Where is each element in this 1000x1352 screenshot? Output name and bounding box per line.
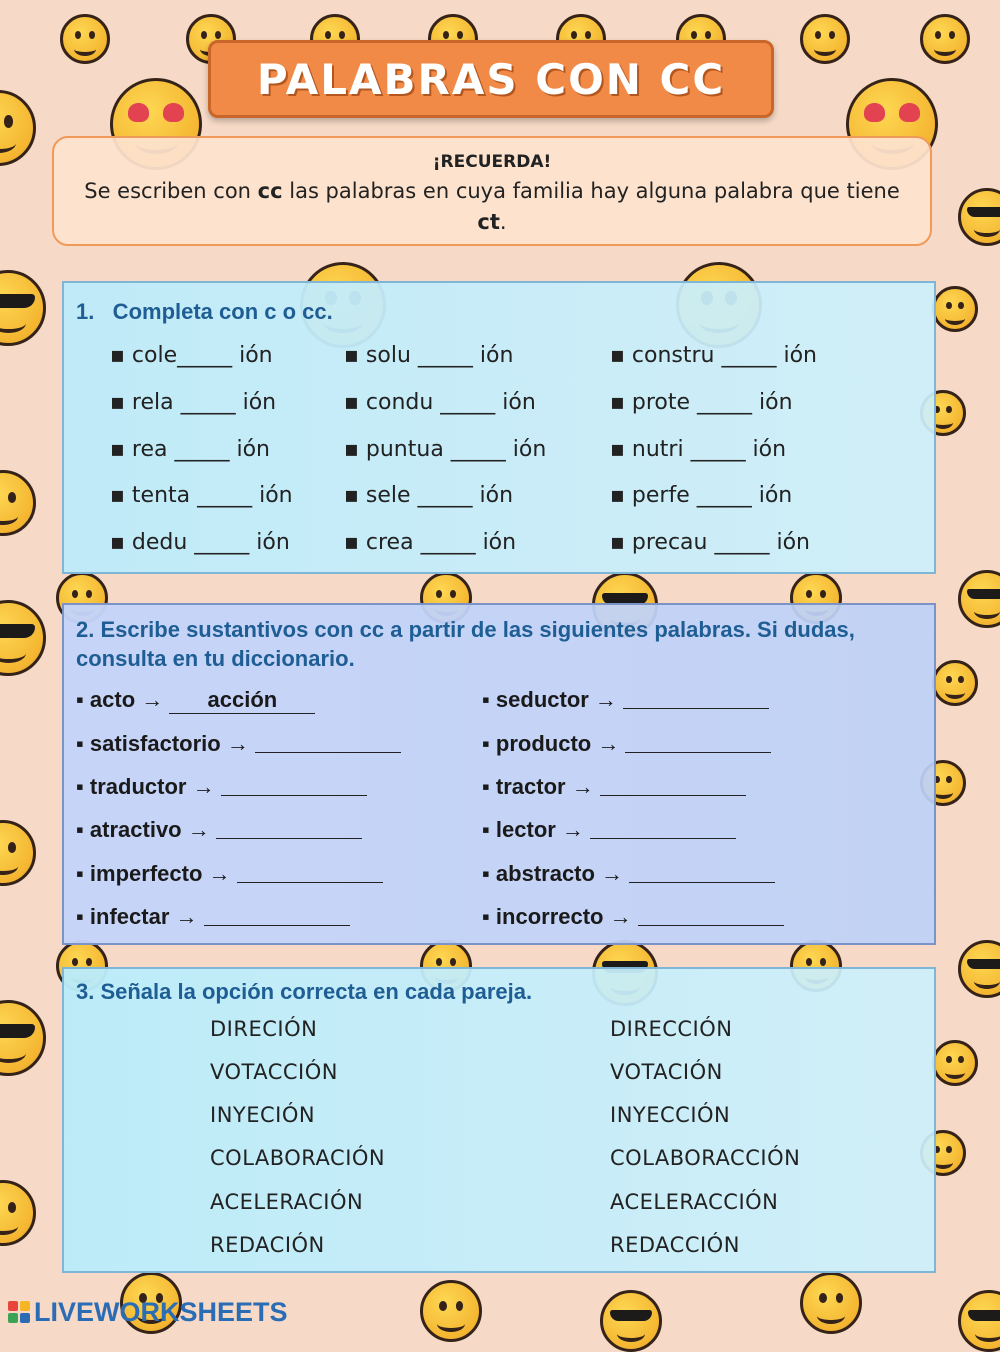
fill-in-item[interactable]: ▪ tenta _____ ión [110,483,293,508]
smiley-emoji-icon [800,1272,862,1334]
section-2-panel [62,603,936,945]
source-word: ▪ atractivo → [76,817,210,842]
option-choice[interactable]: COLABORACCIÓN [610,1146,801,1170]
source-word: ▪ lector → [482,817,584,842]
remember-text-part: . [499,210,507,234]
word-to-noun-item [76,861,383,887]
option-choice[interactable]: INYECIÓN [210,1103,316,1127]
source-word: ▪ producto → [482,731,620,756]
remember-box [52,136,932,246]
sunglasses-emoji-icon [0,600,46,676]
answer-field[interactable] [204,905,350,926]
smiley-emoji-icon [920,14,970,64]
fill-in-item[interactable]: ▪ solu _____ ión [344,343,514,368]
fill-in-item[interactable]: ▪ sele _____ ión [344,483,514,508]
remember-bold-cc: cc [257,179,283,203]
answer-field[interactable] [625,732,771,753]
sunglasses-emoji-icon [0,1000,46,1076]
section-2-heading [76,615,916,673]
fill-in-item[interactable]: ▪ rela _____ ión [110,390,277,415]
smiley-emoji-icon [0,820,36,886]
option-choice[interactable]: DIRECIÓN [210,1017,318,1041]
smiley-emoji-icon [0,1180,36,1246]
word-to-noun-item [482,731,771,757]
option-choice[interactable]: DIRECCIÓN [610,1017,733,1041]
option-choice[interactable]: COLABORACIÓN [210,1146,386,1170]
word-to-noun-item [482,817,736,843]
answer-field[interactable] [237,862,383,883]
smiley-emoji-icon [932,660,978,706]
section-3-panel [62,967,936,1273]
smiley-emoji-icon [932,286,978,332]
answer-field[interactable]: acción [169,687,315,714]
source-word: ▪ acto → [76,687,164,712]
smiley-emoji-icon [932,1040,978,1086]
answer-field[interactable] [600,775,746,796]
fill-in-item[interactable]: ▪ rea _____ ión [110,437,270,462]
sunglasses-emoji-icon [958,940,1000,998]
smiley-emoji-icon [60,14,110,64]
fill-in-item[interactable]: ▪ constru _____ ión [610,343,817,368]
answer-field[interactable] [216,818,362,839]
remember-text [54,176,930,238]
source-word: ▪ tractor → [482,774,594,799]
fill-in-item[interactable]: ▪ puntua _____ ión [344,437,547,462]
smiley-emoji-icon [800,14,850,64]
section-3-heading: 3. Señala la opción correcta en cada pareja. [76,979,533,1004]
smiley-emoji-icon [420,1280,482,1342]
smiley-emoji-icon [0,90,36,166]
option-choice[interactable]: VOTACIÓN [610,1060,723,1084]
word-to-noun-item [482,774,746,800]
fill-in-item[interactable]: ▪ nutri _____ ión [610,437,787,462]
source-word: ▪ imperfecto → [76,861,231,886]
option-choice[interactable]: REDACIÓN [210,1233,325,1257]
answer-field[interactable] [638,905,784,926]
option-choice[interactable]: VOTACCIÓN [210,1060,338,1084]
remember-text-part: Se escriben con [84,179,258,203]
word-to-noun-item [482,687,769,713]
sunglasses-emoji-icon [958,1290,1000,1352]
sunglasses-emoji-icon [958,188,1000,246]
option-choice[interactable]: INYECCIÓN [610,1103,731,1127]
answer-field[interactable] [623,688,769,709]
answer-field[interactable] [629,862,775,883]
source-word: ▪ satisfactorio → [76,731,249,756]
footer-brand[interactable] [8,1296,288,1328]
source-word: ▪ traductor → [76,774,215,799]
remember-bold-ct: ct [477,210,500,234]
remember-text-part: las palabras en cuya familia hay alguna palabra que tiene [282,179,900,203]
word-to-noun-item [76,904,350,930]
brand-name: LIVEWORKSHEETS [34,1296,288,1327]
answer-field[interactable] [255,732,401,753]
fill-in-item[interactable]: ▪ cole_____ ión [110,343,273,368]
source-word: ▪ incorrecto → [482,904,632,929]
fill-in-item[interactable]: ▪ precau _____ ión [610,530,810,555]
page-title: PALABRAS CON CC [256,54,726,104]
smiley-emoji-icon [0,470,36,536]
option-choice[interactable]: REDACCIÓN [610,1233,740,1257]
remember-title: ¡RECUERDA! [432,152,552,172]
title-banner [208,40,774,118]
fill-in-item[interactable]: ▪ condu _____ ión [344,390,536,415]
option-choice[interactable]: ACELERACCIÓN [610,1190,779,1214]
sunglasses-emoji-icon [0,270,46,346]
fill-in-item[interactable]: ▪ perfe _____ ión [610,483,793,508]
word-to-noun-item [76,731,401,757]
source-word: ▪ infectar → [76,904,198,929]
sunglasses-emoji-icon [600,1290,662,1352]
answer-field[interactable] [221,775,367,796]
answer-field[interactable] [590,818,736,839]
option-choice[interactable]: ACELERACIÓN [210,1190,364,1214]
liveworksheets-logo-icon [8,1301,30,1323]
sunglasses-emoji-icon [958,570,1000,628]
fill-in-item[interactable]: ▪ prote _____ ión [610,390,793,415]
source-word: ▪ abstracto → [482,861,624,886]
word-to-noun-item [76,817,362,843]
section-1-panel [62,281,936,574]
section-2-heading-text: 2. Escribe sustantivos con cc a partir de las siguientes palabras. Si dudas, consulta en tu diccionario. [76,617,855,671]
fill-in-item[interactable]: ▪ crea _____ ión [344,530,517,555]
section-1-heading: 1. Completa con c o cc. [76,299,333,324]
word-to-noun-item [76,774,367,800]
word-to-noun-item [76,687,315,714]
word-to-noun-item [482,861,775,887]
source-word: ▪ seductor → [482,687,617,712]
word-to-noun-item [482,904,784,930]
fill-in-item[interactable]: ▪ dedu _____ ión [110,530,290,555]
